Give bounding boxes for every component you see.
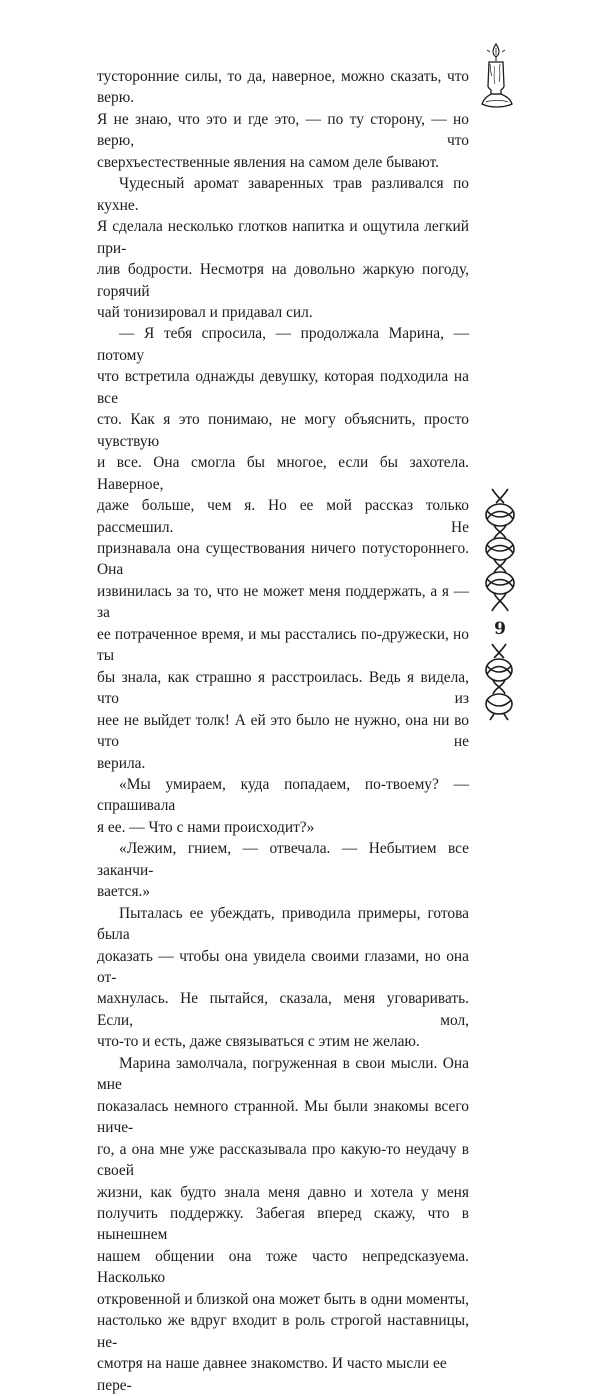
text-line: извинилась за то, что не может меня поддержать, а я — за	[97, 582, 469, 622]
text-line: — Я тебя спросила, — продолжала Марина, — потому	[97, 325, 469, 364]
text-line: я ее. — Что с нами происходит?»	[97, 818, 315, 836]
text-line: Чудесный аромат заваренных трав разливался по кухне.	[97, 175, 469, 214]
text-line: Пыталась ее убеждать, приводила примеры, готова была	[97, 904, 469, 944]
text-line: махнулась. Не пытайся, сказала, меня уговаривать. Если, мол,	[97, 990, 469, 1029]
text-line: чай тонизировал и придавал сил.	[97, 303, 313, 321]
page-number: 9	[494, 619, 506, 639]
text-line: «Лежим, гнием, — отвечала. — Небытием все заканчи-	[97, 840, 469, 879]
text-line: лив бодрости. Несмотря на довольно жаркую погоду, горячий	[97, 261, 469, 300]
text-line: что встретила однажды девушку, которая подходила на все	[97, 368, 469, 407]
text-line: смотря на наше давнее знакомство. И часто мысли ее пере-	[97, 1355, 447, 1394]
paragraph	[97, 1053, 469, 1396]
text-line: Марина замолчала, погруженная в свои мысли. Она мне	[97, 1054, 469, 1094]
text-line: показалась немного странной. Мы были знакомы всего ниче-	[97, 1097, 469, 1137]
text-line: нее не выйдет толк! А ей это было не нужно, она ни во что не	[97, 711, 469, 751]
paragraph	[97, 838, 469, 902]
text-line: признавала она существования ничего потустороннего. Она	[97, 539, 469, 579]
text-line: бы знала, как страшно я расстроилась. Ведь я видела, что из	[97, 668, 469, 708]
candle-icon	[478, 42, 516, 112]
text-line: доказать — чтобы она увидела своими глазами, но она от-	[97, 947, 469, 987]
paragraph	[97, 173, 469, 323]
text-line: «Мы умираем, куда попадаем, по-твоему? — спрашивала	[97, 775, 469, 815]
text-line: жизни, как будто знала меня давно и хотела у меня	[97, 1183, 469, 1201]
paragraph	[97, 774, 469, 838]
paragraph	[97, 66, 469, 173]
text-line: настолько же вдруг входит в роль строгой наставницы, не-	[97, 1312, 469, 1351]
text-line: верила.	[97, 754, 146, 772]
text-line: даже больше, чем я. Но ее мой рассказ только рассмешил. Не	[97, 497, 469, 536]
body-text	[97, 66, 469, 1396]
text-line: тусторонние силы, то да, наверное, можно сказать, что верю.	[97, 68, 469, 107]
rope-knot-icon	[474, 487, 526, 617]
text-line: получить поддержку. Забегая вперед скажу, что в нынешнем	[97, 1205, 469, 1244]
text-line: откровенной и близкой она может быть в одни моменты,	[97, 1290, 469, 1308]
text-line: Я сделала несколько глотков напитка и ощутила легкий при-	[97, 218, 469, 257]
paragraph	[97, 323, 469, 774]
paragraph	[97, 903, 469, 1053]
text-line: сверхъестественные явления на самом деле бывают.	[97, 153, 439, 171]
text-line: вается.»	[97, 883, 151, 901]
text-line: ее потраченное время, и мы расстались по-дружески, но ты	[97, 625, 469, 665]
text-line: Я не знаю, что это и где это, — по ту сторону, — но верю, что	[97, 110, 469, 150]
text-line: сто. Как я это понимаю, не могу объяснить, просто чувствую	[97, 411, 469, 450]
text-line: и все. Она смогла бы многое, если бы захотела. Наверное,	[97, 454, 469, 493]
text-line: что-то и есть, даже связываться с этим не желаю.	[97, 1033, 420, 1051]
text-line: го, а она мне уже рассказывала про какую-то неудачу в своей	[97, 1140, 469, 1180]
rope-knot-icon	[478, 642, 520, 722]
text-line: нашем общении она тоже часто непредсказуема. Насколько	[97, 1247, 469, 1287]
